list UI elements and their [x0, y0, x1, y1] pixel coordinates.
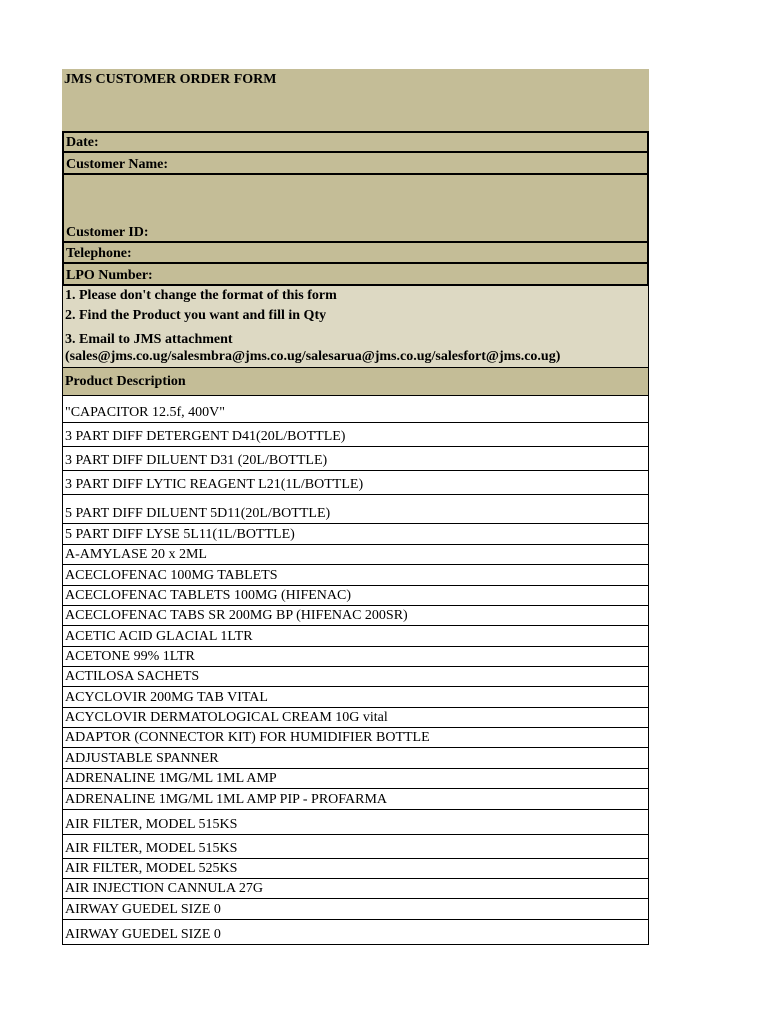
instruction-1: 1. Please don't change the format of this form — [65, 288, 337, 303]
product-name: AIR FILTER, MODEL 525KS — [65, 861, 238, 876]
product-name: 3 PART DIFF DILUENT D31 (20L/BOTTLE) — [65, 453, 328, 468]
instruction-4-emails: (sales@jms.co.ug/salesmbra@jms.co.ug/salesarua@jms.co.ug/salesfort@jms.co.ug) — [65, 349, 561, 364]
product-name: ACECLOFENAC TABLETS 100MG (HIFENAC) — [65, 588, 352, 603]
product-name: ADRENALINE 1MG/ML 1ML AMP PIP - PROFARMA — [65, 792, 388, 807]
product-name: ACECLOFENAC 100MG TABLETS — [65, 568, 278, 583]
product-row[interactable] — [62, 708, 649, 728]
product-row[interactable] — [62, 728, 649, 748]
product-row[interactable] — [62, 859, 649, 879]
customer-id-label: Customer ID: — [66, 225, 149, 240]
product-row[interactable] — [62, 667, 649, 687]
product-name: "CAPACITOR 12.5f, 400V" — [65, 405, 226, 420]
product-name: AIR INJECTION CANNULA 27G — [65, 881, 263, 896]
customer-name-row[interactable] — [62, 153, 649, 175]
lpo-number-row[interactable] — [62, 264, 649, 286]
product-name: ACECLOFENAC TABS SR 200MG BP (HIFENAC 200SR) — [65, 608, 408, 623]
product-row[interactable] — [62, 545, 649, 565]
order-form-sheet — [62, 69, 649, 945]
product-description-header — [62, 368, 649, 396]
product-header-label: Product Description — [65, 373, 186, 389]
product-name: ADRENALINE 1MG/ML 1ML AMP — [65, 771, 277, 786]
product-row[interactable] — [62, 879, 649, 899]
date-row[interactable] — [62, 131, 649, 153]
customer-name-label: Customer Name: — [66, 157, 168, 172]
product-row[interactable] — [62, 471, 649, 495]
product-list — [62, 396, 649, 945]
product-row[interactable] — [62, 495, 649, 524]
product-row[interactable] — [62, 524, 649, 545]
product-name: A-AMYLASE 20 x 2ML — [65, 547, 207, 562]
instruction-3: 3. Email to JMS attachment — [65, 332, 233, 347]
product-row[interactable] — [62, 810, 649, 835]
product-name: 5 PART DIFF LYSE 5L11(1L/BOTTLE) — [65, 527, 295, 542]
product-row[interactable] — [62, 565, 649, 586]
product-row[interactable] — [62, 586, 649, 606]
product-name: 3 PART DIFF LYTIC REAGENT L21(1L/BOTTLE) — [65, 477, 364, 492]
product-name: AIRWAY GUEDEL SIZE 0 — [65, 902, 221, 917]
product-name: AIR FILTER, MODEL 515KS — [65, 841, 238, 856]
date-label: Date: — [66, 135, 99, 150]
product-row[interactable] — [62, 769, 649, 789]
telephone-row[interactable] — [62, 243, 649, 264]
product-row[interactable] — [62, 835, 649, 859]
product-name: ADJUSTABLE SPANNER — [65, 751, 219, 766]
product-name: AIR FILTER, MODEL 515KS — [65, 817, 238, 832]
product-name: ACYCLOVIR DERMATOLOGICAL CREAM 10G vital — [65, 710, 388, 725]
instruction-2: 2. Find the Product you want and fill in Qty — [65, 308, 327, 323]
form-title-block — [62, 69, 649, 131]
product-row[interactable] — [62, 647, 649, 667]
product-name: ACTILOSA SACHETS — [65, 669, 200, 684]
product-name: ADAPTOR (CONNECTOR KIT) FOR HUMIDIFIER BOTTLE — [65, 730, 430, 745]
product-row[interactable] — [62, 899, 649, 920]
product-row[interactable] — [62, 687, 649, 708]
product-row[interactable] — [62, 789, 649, 810]
product-row[interactable] — [62, 447, 649, 471]
instructions-block — [62, 286, 649, 368]
product-name: AIRWAY GUEDEL SIZE 0 — [65, 927, 221, 942]
lpo-number-label: LPO Number: — [66, 268, 153, 283]
product-row[interactable] — [62, 396, 649, 423]
product-row[interactable] — [62, 748, 649, 769]
product-name: ACYCLOVIR 200MG TAB VITAL — [65, 690, 268, 705]
product-row[interactable] — [62, 626, 649, 647]
telephone-label: Telephone: — [66, 246, 132, 261]
form-title: JMS CUSTOMER ORDER FORM — [64, 72, 277, 87]
product-name: 3 PART DIFF DETERGENT D41(20L/BOTTLE) — [65, 429, 346, 444]
product-name: ACETONE 99% 1LTR — [65, 649, 195, 664]
product-row[interactable] — [62, 423, 649, 447]
customer-id-row[interactable] — [62, 175, 649, 243]
product-name: ACETIC ACID GLACIAL 1LTR — [65, 629, 253, 644]
product-row[interactable] — [62, 920, 649, 945]
product-name: 5 PART DIFF DILUENT 5D11(20L/BOTTLE) — [65, 506, 331, 521]
product-row[interactable] — [62, 606, 649, 626]
